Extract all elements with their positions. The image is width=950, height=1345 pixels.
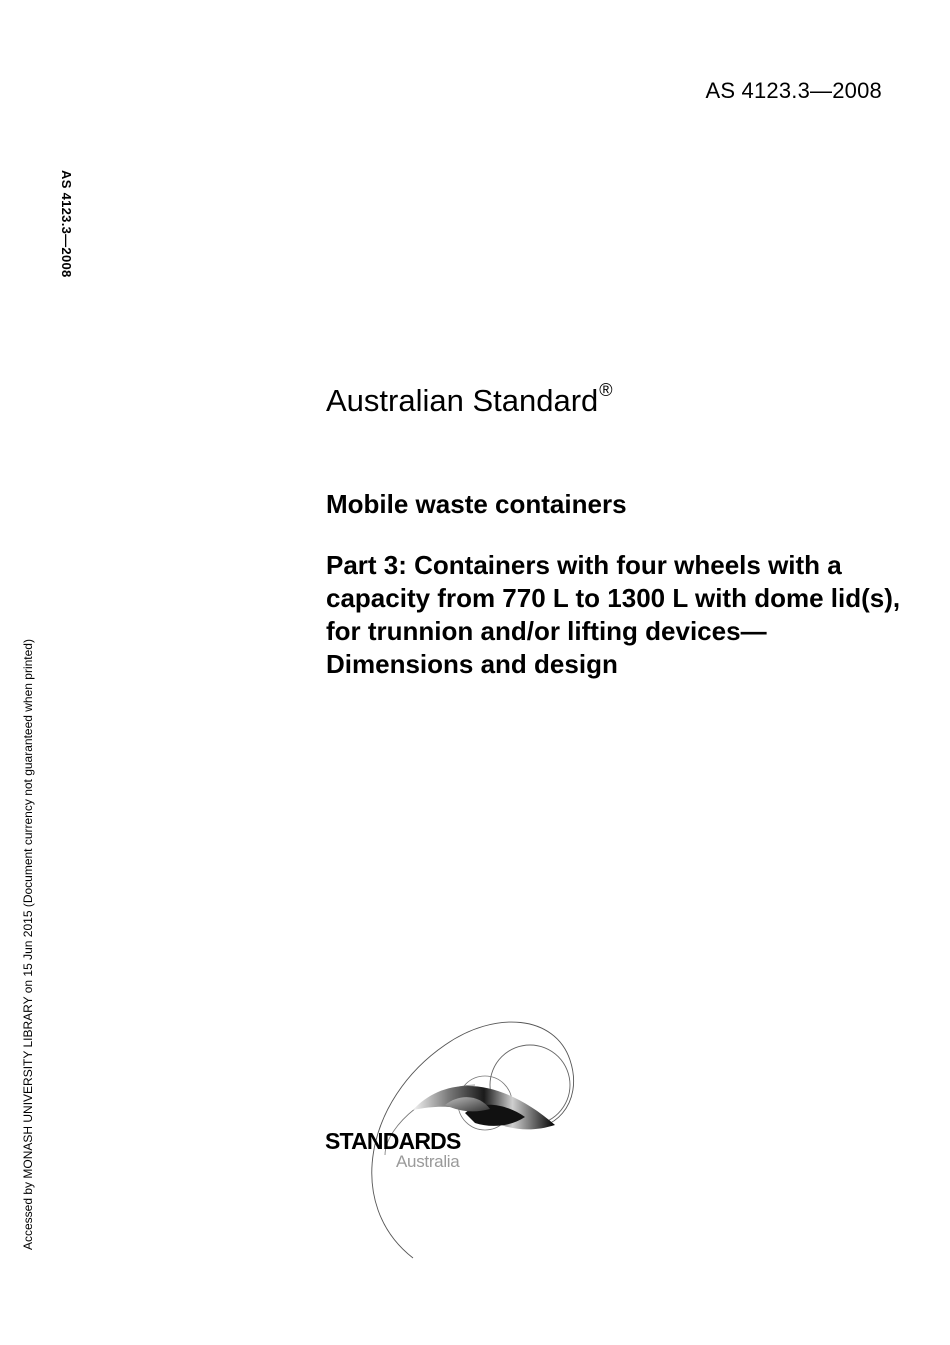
logo-subtext: Australia xyxy=(396,1152,460,1171)
standard-brand-line xyxy=(326,379,613,419)
logo-wordmark: STANDARDS xyxy=(325,1128,461,1154)
access-margin-note: Accessed by MONASH UNIVERSITY LIBRARY on 15 Jun 2015 (Document currency not guaranteed when printed) xyxy=(21,639,35,1250)
part-title: Part 3: Containers with four wheels with a capacity from 770 L to 1300 L with dome lid(s), for trunnion and/or lifting devices—Dimensions and design xyxy=(326,550,901,679)
registered-mark: ® xyxy=(599,379,613,400)
series-title: Mobile waste containers xyxy=(326,489,627,519)
brand-text: Australian Standard xyxy=(326,383,599,418)
document-number: AS 4123.3—2008 xyxy=(705,78,882,103)
spine-document-number: AS 4123.3—2008 xyxy=(59,170,74,278)
